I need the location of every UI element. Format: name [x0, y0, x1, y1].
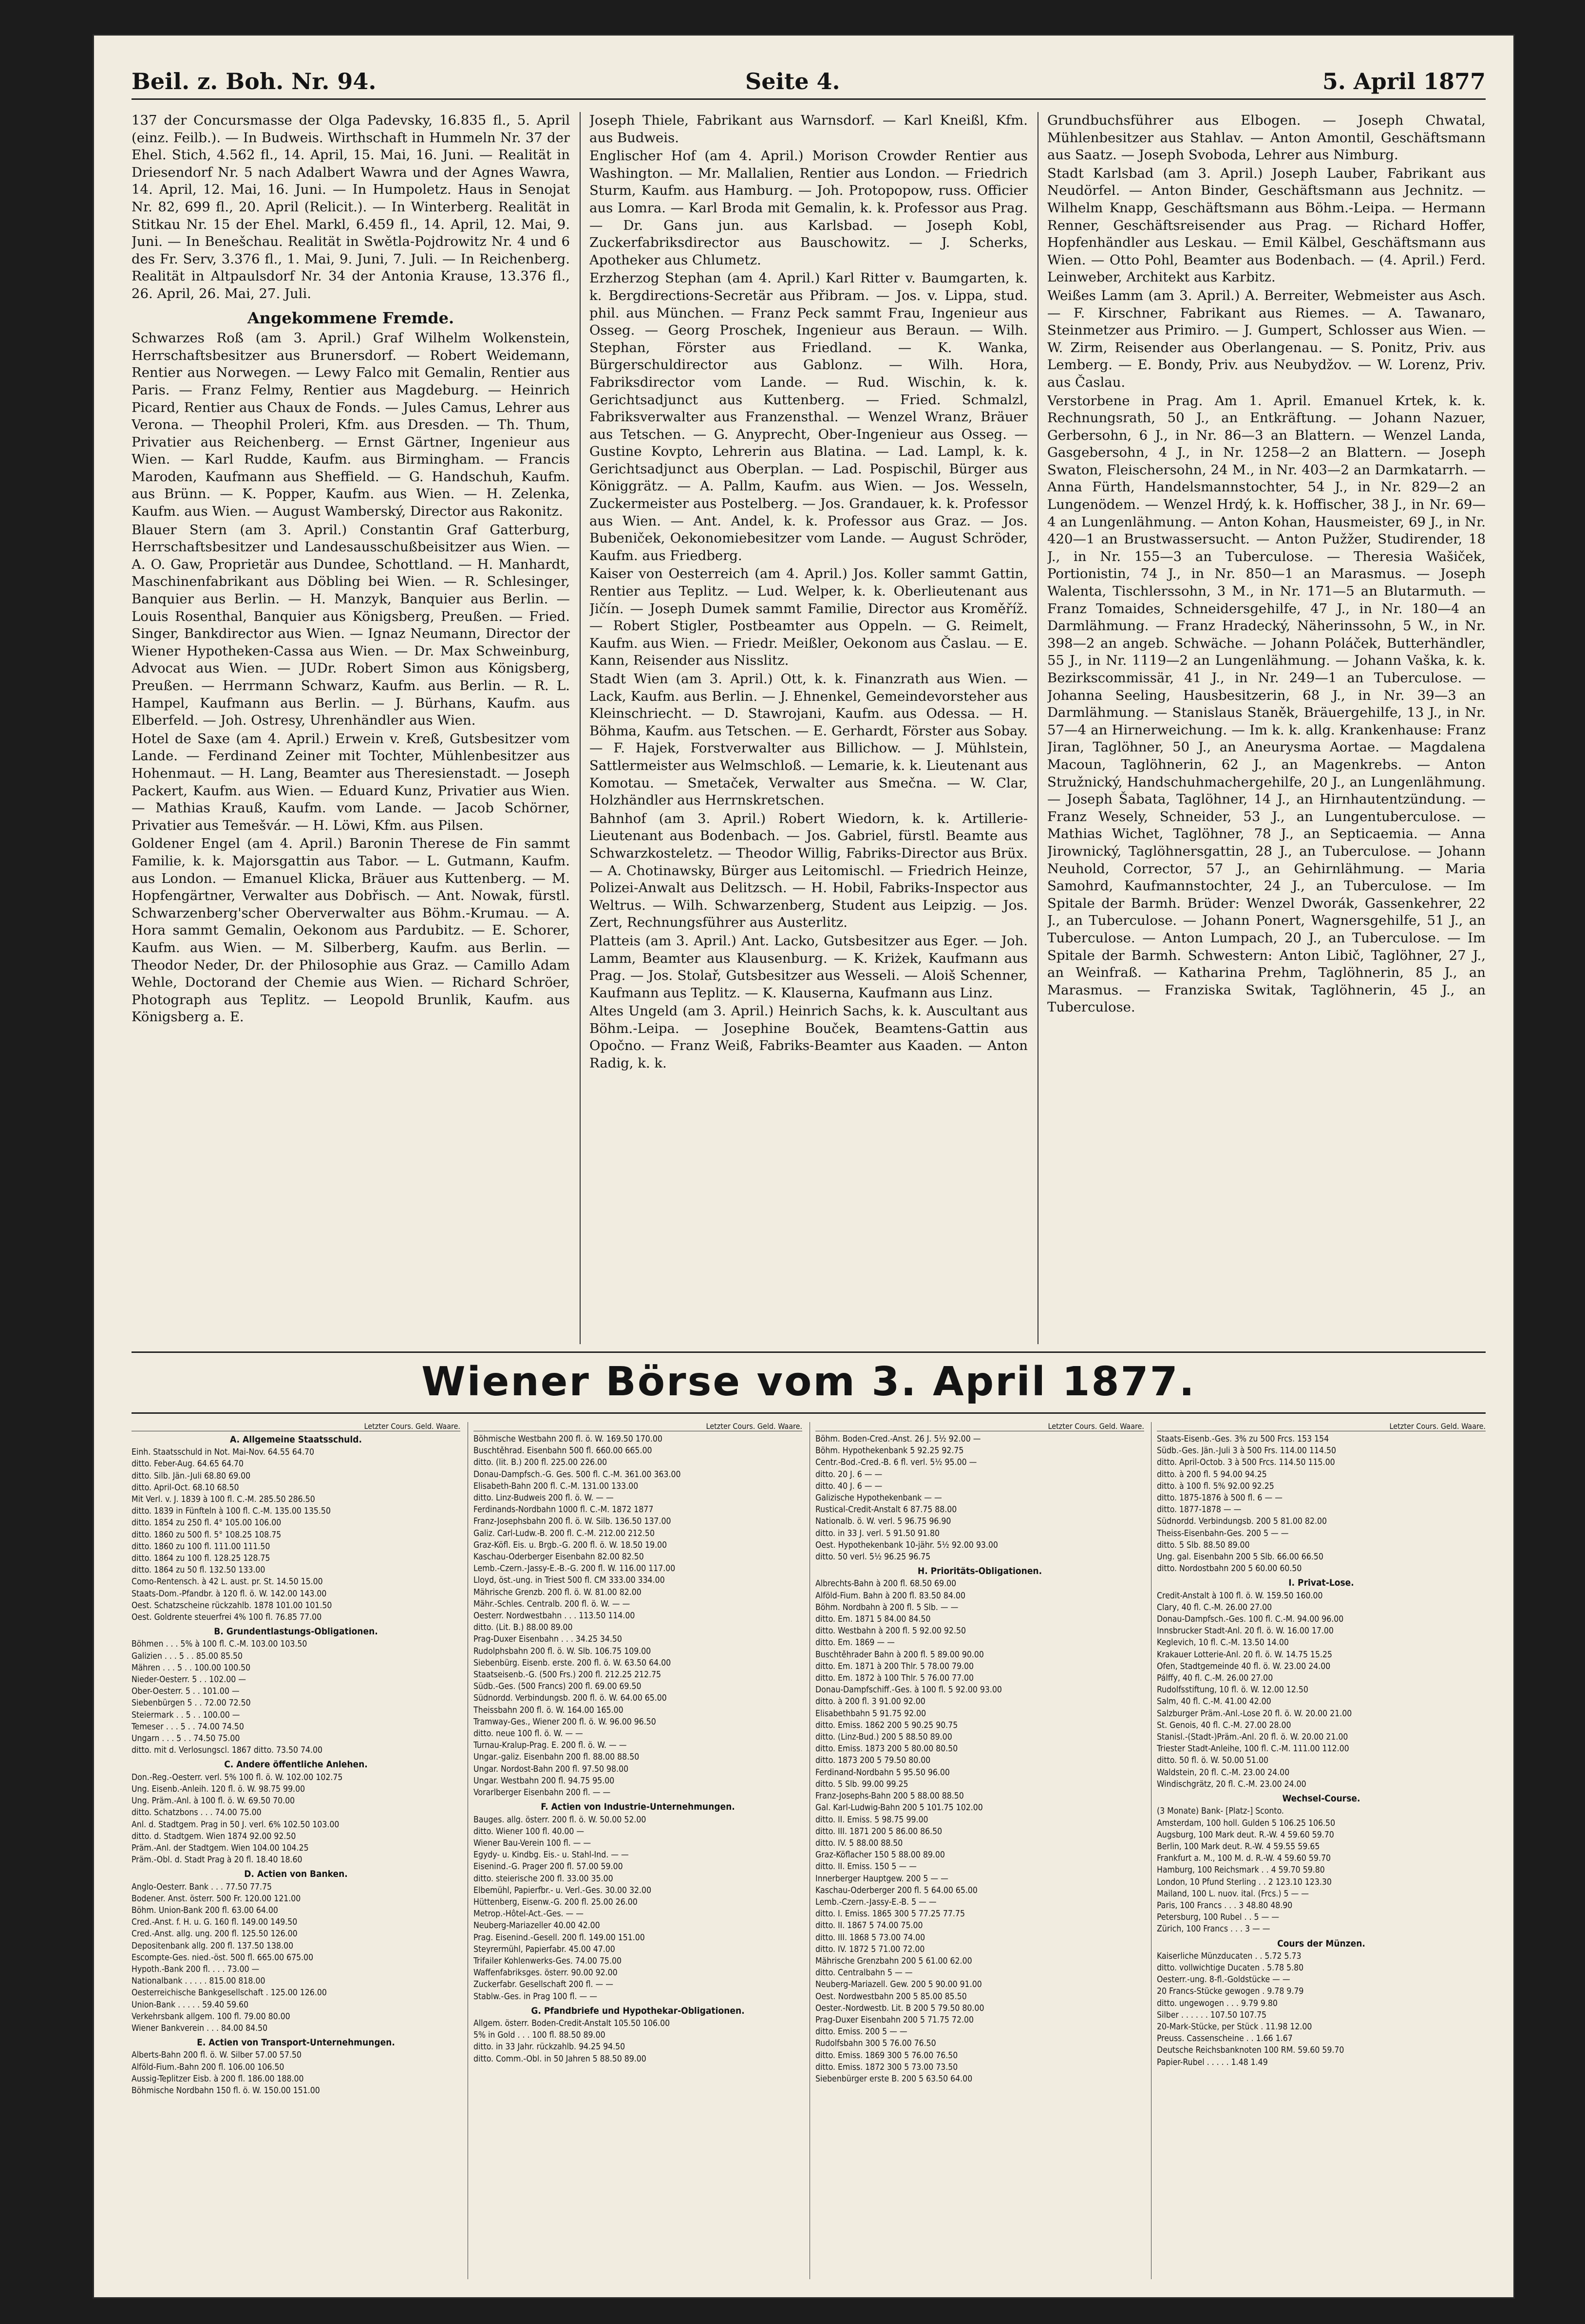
stock-row: Eisenind.-G. Prager 200 fl. 57.00 59.00 — [473, 1862, 623, 1872]
stock-row: Ungarn . . . 5 . . 74.50 75.00 — [132, 1734, 240, 1744]
stock-row: ditto. 50 fl. ö. W. 50.00 51.00 — [1157, 1756, 1268, 1766]
stock-row: ditto. vollwichtige Ducaten . 5.78 5.80 — [1157, 1963, 1304, 1973]
stock-row: Südb.-Ges. Jän.-Juli 3 à 500 Frs. 114.00 114.50 — [1157, 1446, 1336, 1456]
stock-row: Oest. Hypothekenbank 10-jähr. 5½ 92.00 93.00 — [815, 1540, 998, 1550]
stock-column-header: Letzter Cours. Geld. Waare. — [473, 1422, 802, 1431]
stock-row: Neuberg-Mariazeller 40.00 42.00 — [473, 1921, 600, 1931]
stock-column-4 — [1157, 1422, 1486, 2279]
hotel-entry: Blauer Stern (am 3. April.) Constantin Graf Gatterburg, Herrschaftsbesitzer und Landesausschußbeisitzer aus Wien. — A. O. Gaw, Proprietär aus Dundee, Schottland. — H. Manhardt, Maschinenfabrikant aus Döbling bei Wien. — R. Schlesinger, Banquier aus Berlin. — H. Manzyk, Banquier aus Berlin. — Louis Rosenthal, Banquier aus Königsberg, Preußen. — Fried. Singer, Bankdirector aus Wien. — Ignaz Neumann, Director der Wiener Hypotheken-Cassa aus Wien. — Dr. Max Schweinburg, Advocat aus Wien. — JUDr. Robert Simon aus Königsberg, Preußen. — Herrmann Schwarz, Kaufm. aus Berlin. — R. L. Hampel, Kaufmann aus Berlin. — J. Bürhans, Kaufm. aus Elberfeld. — Joh. Ostresy, Uhrenhändler aus Wien. — [132, 522, 570, 729]
stock-row: Clary, 40 fl. C.-M. 26.00 27.00 — [1157, 1602, 1272, 1612]
stock-row: Graz-Köflacher 150 5 88.00 89.00 — [815, 1850, 945, 1860]
stock-row: ditto. 1860 zu 100 fl. 111.00 111.50 — [132, 1541, 270, 1552]
stock-rows — [132, 1434, 460, 2097]
stock-row: 20 Francs-Stücke gewogen . 9.78 9.79 — [1157, 1987, 1304, 1997]
stock-row: Innerberger Hauptgew. 200 5 — — — [815, 1874, 948, 1884]
stock-column-3 — [815, 1422, 1144, 2279]
stock-row: Ung. gal. Eisenbahn 200 5 Slb. 66.00 66.50 — [1157, 1552, 1323, 1562]
stock-section-heading: H. Prioritäts-Obligationen. — [917, 1566, 1042, 1577]
stock-row: Neuberg-Mariazell. Gew. 200 5 90.00 91.00 — [815, 1980, 982, 1990]
stock-row: Mährische Grenzb. 200 fl. ö. W. 81.00 82.00 — [473, 1587, 642, 1597]
stock-row: ditto. April-Octob. 3 à 500 Frcs. 114.50 115.00 — [1157, 1458, 1335, 1468]
stock-row: ditto. 40 J. 6 — — — [815, 1481, 883, 1491]
stock-section-heading: G. Pfandbriefe und Hypothekar-Obligationen. — [531, 2005, 745, 2016]
stock-row: ditto. in 33 J. verl. 5 91.50 91.80 — [815, 1528, 940, 1538]
stock-row: Franz-Josephs-Bahn 200 5 88.00 88.50 — [815, 1791, 964, 1801]
stock-row: Südnordd. Verbindungsb. 200 5 81.00 82.00 — [1157, 1517, 1327, 1527]
stock-row: ditto. Silb. Jän.-Juli 68.80 69.00 — [132, 1471, 251, 1481]
stock-row: Böhm. Hypothekenbank 5 92.25 92.75 — [815, 1446, 964, 1456]
stock-row: ditto. II. Emiss. 150 5 — — — [815, 1862, 917, 1872]
stock-row: Cred.-Anst. f. H. u. G. 160 fl. 149.00 149.50 — [132, 1917, 298, 1928]
stock-row: ditto. 1864 zu 50 fl. 132.50 133.00 — [132, 1565, 265, 1575]
header-page-number: Seite 4. — [745, 68, 840, 94]
stock-row: ditto. Em. 1871 5 84.00 84.50 — [815, 1614, 931, 1625]
stock-row: Prag-Duxer Eisenbahn . . . 34.25 34.50 — [473, 1634, 622, 1645]
stock-row: Buschtěhrad. Eisenbahn 500 fl. 660.00 665.00 — [473, 1446, 652, 1456]
stock-row: Anl. d. Stadtgem. Prag in 50 J. verl. 6% 102.50 103.00 — [132, 1819, 340, 1830]
hotel-entry: Erzherzog Stephan (am 4. April.) Karl Ritter v. Baumgarten, k. k. Bergdirections-Secretär aus Přibram. — Jos. v. Lippa, stud. phil. aus München. — Franz Peck sammt Frau, Ingenieur aus Osseg. — Georg Proschek, Ingenieur aus Beraun. — Wilh. Stephan, Förster aus Friedland. — K. Wanka, Bürgerschuldirector aus Gablonz. — Wilh. Hora, Fabriksdirector vom Lande. — Rud. Wischin, k. k. Gerichtsadjunct aus Kuttenberg. — Fried. Schmalzl, Fabriksverwalter aus Franzensthal. — Wenzel Wranz, Bräuer aus Tetschen. — G. Anyprecht, Ober-Ingenieur aus Osseg. — Gustine Kovpto, Lehrerin aus Blatina. — Lad. Lampl, k. k. Gerichtsadjunct aus Oberplan. — Lad. Pospischil, Bürger aus Königgrätz. — A. Pallm, Kaufm. aus Wien. — Jos. Wesseln, Zuckermeister aus Postelberg. — Jos. Grandauer, k. k. Professor aus Wien. — Ant. Andel, k. k. Professor aus Graz. — Jos. Bubeniček, Oekonomiebesitzer vom Lande. — August Schröder, Kaufm. aus Friedberg. — [589, 270, 1028, 563]
text-columns — [132, 112, 1486, 1344]
stock-section-heading: B. Grundentlastungs-Obligationen. — [214, 1626, 378, 1637]
stock-row: Galiz. Carl-Ludw.-B. 200 fl. C.-M. 212.00 212.50 — [473, 1528, 655, 1538]
stock-row: (3 Monate) Bank- [Platz-] Sconto. — [1157, 1806, 1284, 1817]
stock-row: ditto. Em. 1872 à 100 Thlr. 5 76.00 77.00 — [815, 1673, 974, 1684]
stock-row: Galizien . . . 5 . . 85.00 85.50 — [132, 1651, 243, 1661]
stock-row: Wiener Bau-Verein 100 fl. — — — [473, 1838, 591, 1848]
stock-row: Oest. Schatzscheine rückzahlb. 1878 101.00 101.50 — [132, 1600, 332, 1611]
stock-row: ditto. Emiss. 200 5 — — — [815, 2027, 907, 2037]
stock-row: ditto. IV. 5 88.00 88.50 — [815, 1838, 903, 1848]
stock-row: Ung. Eisenb.-Anleih. 120 fl. ö. W. 98.75 99.00 — [132, 1784, 305, 1794]
column-3 — [1047, 112, 1486, 1344]
stock-row: ditto. 50 verl. 5½ 96.25 96.75 — [815, 1552, 931, 1562]
stock-section-heading: C. Andere öffentliche Anlehen. — [224, 1759, 368, 1770]
stock-row: Galizische Hypothekenbank — — — [815, 1493, 942, 1503]
stock-row: Egydy- u. Kindbg. Eis.- u. Stahl-Ind. — — — [473, 1850, 629, 1860]
stock-row: 5% in Gold . . . 100 fl. 88.50 89.00 — [473, 2030, 605, 2041]
stock-row: Mähren . . . 5 . . 100.00 100.50 — [132, 1663, 251, 1673]
stock-row: ditto. 1873 200 5 79.50 80.00 — [815, 1756, 931, 1766]
stock-row: ditto. Linz-Budweis 200 fl. ö. W. — — — [473, 1493, 614, 1503]
stock-row: Verkehrsbank allgem. 100 fl. 79.00 80.00 — [132, 2011, 290, 2022]
stock-row: Hamburg, 100 Reichsmark . . 4 59.70 59.80 — [1157, 1865, 1325, 1875]
stock-row: Deutsche Reichsbanknoten 100 RM. 59.60 59.70 — [1157, 2045, 1344, 2056]
hotel-entry: Englischer Hof (am 4. April.) Morison Crowder Rentier aus Washington. — Mr. Mallalien, Rentier aus London. — Friedrich Sturm, Kaufm. aus Hamburg. — Joh. Protopopow, russ. Officier aus Lomra. — Karl Broda mit Gemalin, k. k. Professor aus Prag. — Dr. Gans jun. aus Karlsbad. — Joseph Kobl, Zuckerfabriksdirector aus Bauschowitz. — J. Scherks, Apotheker aus Chlumetz. — [589, 148, 1028, 268]
stock-row: ditto. à 200 fl. 5 94.00 94.25 — [1157, 1469, 1267, 1480]
stock-row: 20-Mark-Stücke, per Stück . 11.98 12.00 — [1157, 2022, 1312, 2032]
stock-row: Oest. Goldrente steuerfrei 4% 100 fl. 76.85 77.00 — [132, 1612, 322, 1623]
stock-row: Zürich, 100 Francs . . . 3 — — — [1157, 1924, 1270, 1934]
stock-row: ditto. IV. 1872 5 71.00 72.00 — [815, 1944, 925, 1954]
stock-row: Credit-Anstalt à 100 fl. ö. W. 159.50 160.00 — [1157, 1591, 1323, 1601]
stock-row: ditto. April-Oct. 68.10 68.50 — [132, 1482, 239, 1493]
stock-row: Oest. Nordwestbahn 200 5 85.00 85.50 — [815, 1991, 967, 2002]
stock-row: Trifailer Kohlenwerks-Ges. 74.00 75.00 — [473, 1956, 622, 1966]
page-header — [132, 63, 1486, 97]
stock-column-header: Letzter Cours. Geld. Waare. — [132, 1422, 460, 1431]
stock-row: Donau-Dampfschiff.-Ges. à 100 fl. 5 92.00 93.00 — [815, 1685, 1002, 1695]
stock-row: Elisabeth-Bahn 200 fl. C.-M. 131.00 133.00 — [473, 1481, 639, 1491]
stock-row: Kaschau-Oderberger 200 fl. 5 64.00 65.00 — [815, 1885, 978, 1895]
stock-row: Theiss-Eisenbahn-Ges. 200 5 — — — [1157, 1528, 1289, 1538]
stock-row: ditto. 5 Slb. 99.00 99.25 — [815, 1779, 908, 1789]
page-content — [132, 63, 1486, 2284]
stock-row: Cred.-Anst. allg. ung. 200 fl. 125.50 126.00 — [132, 1929, 298, 1939]
stock-row: Donau-Dampfsch.-Ges. 100 fl. C.-M. 94.00 96.00 — [1157, 1614, 1344, 1625]
stock-row: ditto. ungewogen . . . 9.79 9.80 — [1157, 1998, 1278, 2008]
stock-row: Alföld-Fium.-Bahn 200 fl. 106.00 106.50 — [132, 2062, 284, 2072]
stock-row: ditto. in 33 Jahr. rückzahlb. 94.25 94.50 — [473, 2042, 625, 2052]
stock-row: ditto. I. Emiss. 1865 300 5 77.25 77.75 — [815, 1909, 965, 1919]
stock-row: ditto. Westbahn à 200 fl. 5 92.00 92.50 — [815, 1626, 966, 1636]
stock-row: Escompte-Ges. nied.-öst. 500 fl. 665.00 675.00 — [132, 1952, 314, 1963]
hotel-entry: Joseph Thiele, Fabrikant aus Warnsdorf. — Karl Kneißl, Kfm. aus Budweis. — [589, 112, 1028, 146]
header-issue: Beil. z. Boh. Nr. 94. — [132, 68, 377, 94]
stock-row: Pálffy, 40 fl. C.-M. 26.00 27.00 — [1157, 1673, 1273, 1684]
stock-row: ditto. Em. 1869 — — — [815, 1638, 895, 1648]
stock-row: Nationalbank . . . . . 815.00 818.00 — [132, 1976, 265, 1987]
stock-row: Prag. Eisenind.-Gesell. 200 fl. 149.00 151.00 — [473, 1932, 645, 1943]
deaths-notice: Verstorbene in Prag. Am 1. April. Emanuel Krtek, k. k. Rechnungsrath, 50 J., an Entkräftung. — Johann Nazuer, Gerbersohn, 6 J., in Nr. 86—3 an Blattern. — Wenzel Landa, Gasgebersohn, 4 J., in Nr. 1258—2 an Blattern. — Joseph Swaton, Fleischersohn, 24 M., in Nr. 403—2 an Darmkatarrh. — Anna Fürth, Handelsmannstochter, 54 J., in Nr. 829—2 an Lungenödem. — Wenzel Hrdý, k. k. Hoffischer, 38 J., in Nr. 69—4 an Lungenlähmung. — Anton Kohan, Hausmeister, 69 J., in Nr. 420—1 an Brustwassersucht. — Anton Pužžer, Studirender, 18 J., in Nr. 155—3 an Tuberculose. — Theresia Wašiček, Portionistin, 74 J., in Nr. 850—1 an Marasmus. — Joseph Walenta, Tischlerssohn, 3 M., in Nr. 171—5 an Blutarmuth. — Franz Tomaides, Schneidersgehilfe, 47 J., in Nr. 180—4 an Darmlähmung. — Franz Hradecký, Näherinssohn, 5 W., in Nr. 398—2 an angeb. Schwäche. — Johann Poláček, Butterhändler, 55 J., in Nr. 1119—2 an Lungenlähmung. — Johann Vaška, k. k. Bezirkscommissär, 41 J., in Nr. 249—1 an Tuberculose. — Johanna Seeling, Hausbesitzerin, 68 J., in Nr. 39—3 an Darmlähmung. — Stanislaus Staněk, Bräuergehilfe, 13 J., in Nr. 57—4 an Hirnerweichung. — Im k. k. allg. Krankenhause: Franz Jiran, Taglöhner, 50 J., an Aneurysma Aortae. — Magdalena Macoun, Taglöhnerin, 62 J., an Magenkrebs. — Anton Stružnický, Handschuhmachergehilfe, 20 J., an Lungenlähmung. — Joseph Šabata, Taglöhner, 14 J., an Hirnhautentzündung. — Franz Wesely, Schneider, 53 J., an Lungentuberculose. — Mathias Wichet, Taglöhner, 78 J., an Septicaemia. — Anna Jirownický, Taglöhnersgattin, 28 J., an Tuberculose. — Johann Neuhold, Corrector, 57 J., an Gehirnlähmung. — Maria Samohrd, Kaufmannstochter, 24 J., an Tuberculose. — Im Spitale der Barmh. Brüder: Wenzel Dworák, Gassenkehrer, 22 J., an Tuberculose. — Johann Ponert, Wagnersgehilfe, 51 J., an Tuberculose. — Anton Lumpach, 20 J., an Tuberculose. — Im Spitale der Barmh. Schwestern: Anton Libič, Taglöhner, 27 J., an Weinfraß. — Katharina Prehm, Taglöhnerin, 85 J., an Marasmus. — Franziska Switak, Taglöhnerin, 45 J., an Tuberculose. — [1047, 393, 1486, 1015]
stock-row: Ober-Oesterr. 5 . . 101.00 — — [132, 1687, 240, 1697]
stock-row: Lloyd, öst.-ung. in Triest 500 fl. CM 333.00 334.00 — [473, 1575, 665, 1586]
stock-row: Böhm. Nordbahn à 200 fl. 5 Slb. — — — [815, 1602, 959, 1612]
stock-row: Turnau-Kralup-Prag. E. 200 fl. ö. W. — — — [473, 1741, 627, 1751]
stock-row: Siebenbürgen 5 . . 72.00 72.50 — [132, 1698, 251, 1708]
stock-section-heading: I. Privat-Lose. — [1288, 1577, 1354, 1589]
hotel-entry: Stadt Karlsbad (am 3. April.) Joseph Lauber, Fabrikant aus Neudörfel. — Anton Binder, Geschäftsmann aus Jechnitz. — Wilhelm Knapp, Geschäftsmann aus Böhm.-Leipa. — Hermann Renner, Geschäftsreisender aus Prag. — Richard Hoffer, Hopfenhändler aus Leskau. — Emil Kälbel, Geschäftsmann aus Wien. — Otto Pohl, Beamter aus Bodenbach. — (4. April.) Ferd. Leinweber, Architekt aus Karbitz. — [1047, 165, 1486, 285]
stock-row: ditto. Wiener 100 fl. 40.00 — — [473, 1826, 585, 1837]
stock-row: ditto. 1839 in Fünfteln à 100 fl. C.-M. 135.00 135.50 — [132, 1506, 331, 1517]
stock-row: ditto. 1875-1876 à 500 fl. 6 — — — [1157, 1493, 1283, 1503]
stock-column-header: Letzter Cours. Geld. Waare. — [815, 1422, 1144, 1431]
stock-row: Böhm. Boden-Cred.-Anst. 26 J. 5½ 92.00 — — [815, 1434, 981, 1444]
stock-row: Ferdinand-Nordbahn 5 95.50 96.00 — [815, 1767, 950, 1778]
stock-row: Kaiserliche Münzducaten . . 5.72 5.73 — [1157, 1951, 1302, 1961]
header-rule — [132, 98, 1486, 100]
stock-row: Preuss. Cassenscheine . . 1.66 1.67 — [1157, 2034, 1293, 2044]
stock-row: Waldstein, 20 fl. C.-M. 23.00 24.00 — [1157, 1767, 1290, 1778]
stock-row: Hüttenberg, Eisenw.-G. 200 fl. 25.00 26.00 — [473, 1897, 638, 1907]
stock-row: ditto. (lit. B.) 200 fl. 225.00 226.00 — [473, 1458, 607, 1468]
stock-row: ditto. Emiss. 1873 200 5 80.00 80.50 — [815, 1744, 958, 1754]
stock-row: ditto. à 200 fl. 3 91.00 92.00 — [815, 1697, 925, 1707]
stock-row: Böhmische Nordbahn 150 fl. ö. W. 150.00 151.00 — [132, 2085, 320, 2096]
stock-row: Stanisl.-(Stadt-)Präm.-Anl. 20 fl. ö. W. 20.00 21.00 — [1157, 1732, 1348, 1743]
stock-row: Como-Rentensch. à 42 L. aust. pr. St. 14.50 15.00 — [132, 1577, 323, 1587]
stock-row: Oesterreichische Bankgesellschaft . 125.00 126.00 — [132, 1988, 327, 1998]
stock-section-heading: Cours der Münzen. — [1277, 1938, 1365, 1949]
stock-column-1 — [132, 1422, 460, 2279]
stock-section-heading: D. Actien von Banken. — [244, 1869, 348, 1880]
stock-row: Staats-Eisenb.-Ges. 3% zu 500 Frcs. 153 154 — [1157, 1434, 1329, 1444]
stock-row: Don.-Reg.-Oesterr. verl. 5% 100 fl. ö. W. 102.00 102.75 — [132, 1772, 343, 1782]
stock-row: Oester.-Nordwestb. Lit. B 200 5 79.50 80.00 — [815, 2003, 984, 2013]
auction-notices: 137 der Concursmasse der Olga Padevsky, 16.835 fl., 5. April (einz. Feilb.). — In Budweis. Wirthschaft in Hummeln Nr. 37 der Ehel. Stich, 4.562 fl., 14. April, 15. Mai, 16. Juni. — Realität in Driesendorf Nr. 5 nach Adalbert Wawra und der Agnes Wawra, 14. April, 12. Mai, 16. Juni. — In Humpoletz. Haus in Senojat Nr. 82, 699 fl., 20. April (Relicit.). — In Winterberg. Realität in Stitkau Nr. 15 der Ehel. Markl, 6.459 fl., 14. April, 12. Mai, 9. Juni. — In Benešchau. Realität in Swětla-Pojdrowitz Nr. 4 und 6 des Fr. Serv, 3.376 fl., 1. Mai, 9. Juni, 7. Juli. — In Reichenberg. Realität in Altpaulsdorf Nr. 34 der Antonia Krause, 13.376 fl., 26. April, 26. Mai, 27. Juli. — [132, 112, 570, 301]
stock-row: Salzburger Präm.-Anl.-Lose 20 fl. ö. W. 20.00 21.00 — [1157, 1708, 1352, 1719]
stock-row: Waffenfabriksges. österr. 90.00 92.00 — [473, 1968, 618, 1978]
stock-row: Lemb.-Czern.-Jassy-E.-B. 5 — — — [815, 1897, 937, 1907]
stock-row: Alföld-Fium. Bahn à 200 fl. 83.50 84.00 — [815, 1591, 965, 1601]
stock-row: ditto. II. Emiss. 5 98.75 99.00 — [815, 1815, 928, 1825]
stock-row: ditto. Emiss. 1862 200 5 90.25 90.75 — [815, 1720, 958, 1730]
stock-section-heading: Wechsel-Course. — [1282, 1793, 1360, 1804]
stock-row: Aussig-Teplitzer Eisb. à 200 fl. 186.00 188.00 — [132, 2074, 304, 2084]
stock-rows — [815, 1433, 1144, 2085]
hotel-entry: Altes Ungeld (am 3. April.) Heinrich Sachs, k. k. Auscultant aus Böhm.-Leipa. — Josephine Bouček, Beamtens-Gattin aus Opočno. — Franz Weiß, Fabriks-Beamter aus Kaaden. — Anton Radig, k. k. — [589, 1003, 1028, 1071]
stock-row: Böhmische Westbahn 200 fl. ö. W. 169.50 170.00 — [473, 1434, 662, 1444]
stock-row: Ferdinands-Nordbahn 1000 fl. C.-M. 1872 1877 — [473, 1505, 654, 1515]
stock-exchange-title: Wiener Börse vom 3. April 1877. — [421, 1359, 1196, 1405]
stock-row: Papier-Rubel . . . . . 1.48 1.49 — [1157, 2057, 1268, 2067]
stock-row: ditto. III. 1871 200 5 86.00 86.50 — [815, 1826, 943, 1837]
stock-row: Siebenbürg. Eisenb. erste. 200 fl. ö. W. 63.50 64.00 — [473, 1658, 671, 1668]
stock-row: ditto. mit d. Verlosungscl. 1867 ditto. 73.50 74.00 — [132, 1745, 323, 1756]
stock-row: Staats-Dom.-Pfandbr. à 120 fl. ö. W. 142.00 143.00 — [132, 1589, 327, 1599]
column-divider — [580, 112, 581, 1344]
stock-row: Rudolfsstiftung, 10 fl. ö. W. 12.00 12.50 — [1157, 1685, 1308, 1695]
stock-column-header: Letzter Cours. Geld. Waare. — [1157, 1422, 1486, 1431]
stock-row: Oesterr. Nordwestbahn . . . 113.50 114.00 — [473, 1611, 635, 1621]
stock-row: ditto. Emiss. 1869 300 5 76.00 76.50 — [815, 2050, 958, 2061]
stock-row: Einh. Staatsschuld in Not. Mai-Nov. 64.55 64.70 — [132, 1447, 314, 1458]
stock-row: ditto. Emiss. 1872 300 5 73.00 73.50 — [815, 2062, 958, 2072]
stock-row: ditto. (Lit. B.) 88.00 89.00 — [473, 1623, 573, 1633]
stock-row: Lemb.-Czern.-Jassy-E.-B.-G. 200 fl. W. 116.00 117.00 — [473, 1564, 676, 1574]
stock-row: ditto. III. 1868 5 73.00 74.00 — [815, 1932, 925, 1943]
stock-row: ditto. 1864 zu 100 fl. 128.25 128.75 — [132, 1554, 270, 1564]
stock-row: ditto. d. Stadtgem. Wien 1874 92.00 92.50 — [132, 1831, 296, 1841]
hotel-entry: Platteis (am 3. April.) Ant. Lacko, Gutsbesitzer aus Eger. — Joh. Lamm, Beamter aus Klausenburg. — K. Kriżek, Kaufmann aus Prag. — Jos. Stolař, Gutsbesitzer aus Wesseli. — Aloiš Schenner, Kaufmann aus Teplitz. — K. Klauserna, Kaufmann aus Linz. — [589, 933, 1028, 1001]
stock-row: Buschtěhrader Bahn à 200 fl. 5 89.00 90.00 — [815, 1649, 984, 1660]
stock-row: Stablw.-Ges. in Prag 100 fl. — — — [473, 1991, 597, 2002]
stock-row: Zuckerfabr. Gesellschaft 200 fl. — — — [473, 1980, 613, 1990]
stock-row: Mailand, 100 L. nuov. ital. (Frcs.) 5 — — — [1157, 1889, 1309, 1899]
stock-row: Graz-Köfl. Eis. u. Brgb.-G. 200 fl. ö. W. 18.50 19.00 — [473, 1540, 667, 1550]
stock-row: ditto. Feber-Aug. 64.65 64.70 — [132, 1459, 244, 1469]
hotel-entry: Stadt Wien (am 3. April.) Ott, k. k. Finanzrath aus Wien. — Lack, Kaufm. aus Berlin. — J. Ehnenkel, Gemeindevorsteher aus Kleinschriecht. — D. Stawrojani, Kaufm. aus Odessa. — H. Böhma, Kaufm. aus Tetschen. — E. Gerhardt, Förster aus Sobay. — F. Hajek, Forstverwalter aus Billichow. — J. Mühlstein, Sattlermeister aus Welmschloß. — Lemarie, k. k. Lieutenant aus Komotau. — Smetaček, Verwalter aus Smečna. — W. Clar, Holzhändler aus Herrnskretschen. — [589, 671, 1028, 808]
stock-exchange-table — [132, 1422, 1486, 2279]
stock-row: Innsbrucker Stadt-Anl. 20 fl. ö. W. 16.00 17.00 — [1157, 1626, 1334, 1636]
section-heading-arrivals: Angekommene Fremde. — [247, 308, 454, 327]
stock-row: Windischgrätz, 20 fl. C.-M. 23.00 24.00 — [1157, 1779, 1306, 1789]
stock-row: Temeser . . . 5 . . 74.00 74.50 — [132, 1722, 244, 1732]
stock-row: Frankfurt a. M., 100 M. d. R.-W. 4 59.60 59.70 — [1157, 1854, 1331, 1864]
stock-row: Steyrermühl, Papierfabr. 45.00 47.00 — [473, 1944, 615, 1954]
stock-row: Staatseisenb.-G. (500 Frs.) 200 fl. 212.25 212.75 — [473, 1670, 661, 1680]
stock-row: Bodener. Anst. österr. 500 Fr. 120.00 121.00 — [132, 1893, 301, 1904]
stock-row: ditto. Centralbahn 5 — — — [815, 1968, 913, 1978]
stock-row: ditto. Em. 1871 à 200 Thlr. 5 78.00 79.00 — [815, 1661, 974, 1671]
stock-section-heading: E. Actien von Transport-Unternehmungen. — [197, 2037, 395, 2048]
stock-row: Ungar.-galiz. Eisenbahn 200 fl. 88.00 88.50 — [473, 1752, 640, 1762]
stock-row: Ungar. Westbahn 200 fl. 94.75 95.00 — [473, 1776, 615, 1786]
stock-row: Rudolfsbahn 300 5 76.00 76.50 — [815, 2039, 936, 2049]
stock-row: Paris, 100 Francs . . . 3 48.80 48.90 — [1157, 1900, 1293, 1911]
stock-row: Gal. Karl-Ludwig-Bahn 200 5 101.75 102.00 — [815, 1803, 983, 1813]
stock-row: Metrop.-Hôtel-Act.-Ges. — — — [473, 1909, 584, 1919]
stock-row: Hypoth.-Bank 200 fl. . . . 73.00 — — [132, 1964, 260, 1974]
stock-row: Ofen, Stadtgemeinde 40 fl. ö. W. 23.00 24.00 — [1157, 1661, 1331, 1671]
stock-row: Berlin, 100 Mark deut. R.-W. 4 59.55 59.65 — [1157, 1841, 1320, 1852]
stock-row: Triester Stadt-Anleihe, 100 fl. C.-M. 111.00 112.00 — [1157, 1744, 1349, 1754]
section-rule — [132, 1412, 1486, 1414]
stock-row: ditto. 5 Slb. 88.50 89.00 — [1157, 1540, 1250, 1550]
hotel-entry: Bahnhof (am 3. April.) Robert Wiedorn, k. k. Artillerie-Lieutenant aus Bodenbach. — Jos. Gabriel, fürstl. Beamte aus Schwarzkosteletz. — Theodor Willig, Fabriks-Director aus Brüx. — A. Chotinawsky, Bürger aus Leitomischl. — Friedrich Heinze, Polizei-Anwalt aus Delitzsch. — H. Hobil, Fabriks-Inspector aus Weltrus. — Wilh. Schwarzenberg, Student aus Leipzig. — Jos. Zert, Rechnungsführer aus Austerlitz. — [589, 810, 1028, 931]
stock-row: Centr.-Bod.-Cred.-B. 6 fl. verl. 5½ 95.00 — — [815, 1458, 977, 1468]
stock-row: Elisabethbahn 5 91.75 92.00 — [815, 1708, 926, 1719]
newspaper-page — [93, 34, 1515, 2299]
stock-row: ditto. II. 1867 5 74.00 75.00 — [815, 1921, 923, 1931]
stock-row: Präm.-Anl. der Stadtgem. Wien 104.00 104.25 — [132, 1843, 309, 1853]
hotel-entry: Goldener Engel (am 4. April.) Baronin Therese de Fin sammt Familie, k. k. Majorsgattin aus Tabor. — L. Gutmann, Kaufm. aus London. — Emanuel Klicka, Bräuer aus Kuttenberg. — M. Hopfengärtner, Verwalter aus Dobřisch. — Ant. Nowak, fürstl. Schwarzenberg'scher Oberverwalter aus Böhm.-Krumau. — A. Hora sammt Gemalin, Oekonom aus Pardubitz. — E. Schorer, Kaufm. aus Wien. — M. Silberberg, Kaufm. aus Berlin. — Theodor Neder, Dr. der Philosophie aus Graz. — Camillo Adam Wehle, Doctorand der Chemie aus Wien. — Richard Schröer, Photograph aus Teplitz. — Leopold Brunlik, Kaufm. aus Königsberg a. E. — [132, 836, 570, 1025]
stock-row: Augsburg, 100 Mark deut. R.-W. 4 59.60 59.70 — [1157, 1830, 1334, 1840]
stock-row: Depositenbank allg. 200 fl. 137.50 138.00 — [132, 1941, 294, 1951]
stock-row: Union-Bank . . . . . 59.40 59.60 — [132, 2000, 249, 2010]
stock-row: ditto. steierische 200 fl. 33.00 35.00 — [473, 1874, 613, 1884]
column-1 — [132, 112, 570, 1344]
stock-row: Albrechts-Bahn à 200 fl. 68.50 69.00 — [815, 1579, 957, 1589]
stock-row: Donau-Dampfsch.-G. Ges. 500 fl. C.-M. 361.00 363.00 — [473, 1469, 681, 1480]
stock-row: St. Genois, 40 fl. C.-M. 27.00 28.00 — [1157, 1720, 1291, 1730]
hotel-entry: Hotel de Saxe (am 4. April.) Erwein v. Kreß, Gutsbesitzer vom Lande. — Ferdinand Zeiner mit Tochter, Mühlenbesitzer aus Hohenmaut. — H. Lang, Beamter aus Theresienstadt. — Joseph Packert, Kaufm. aus Wien. — Eduard Kunz, Privatier aus Wien. — Mathias Krauß, Kaufm. vom Lande. — Jacob Schörner, Privatier aus Temešvár. — H. Löwi, Kfm. aus Pilsen. — [132, 731, 570, 833]
stock-row: Nieder-Oesterr. 5 . . 102.00 — — [132, 1675, 246, 1685]
stock-row: Allgem. österr. Boden-Credit-Anstalt 105.50 106.00 — [473, 2018, 670, 2028]
stock-row: Ungar. Nordost-Bahn 200 fl. 97.50 98.00 — [473, 1764, 629, 1774]
header-date: 5. April 1877 — [1322, 68, 1486, 94]
stock-row: ditto. (Linz-Bud.) 200 5 88.50 89.00 — [815, 1732, 952, 1743]
stock-row: Alberts-Bahn 200 fl. ö. W. Silber 57.00 57.50 — [132, 2050, 302, 2061]
stock-row: Südnordd. Verbindungsb. 200 fl. ö. W. 64.00 65.00 — [473, 1693, 667, 1704]
stock-row: Präm.-Obl. d. Stadt Prag à 20 fl. 18.40 18.60 — [132, 1855, 302, 1865]
stock-section-heading: F. Actien von Industrie-Unternehmungen. — [541, 1801, 735, 1813]
stock-row: Mährische Grenzbahn 200 5 61.00 62.00 — [815, 1956, 972, 1966]
stock-row: Franz-Josephsbahn 200 fl. ö. W. Silb. 136.50 137.00 — [473, 1517, 671, 1527]
stock-row: Rudolphsbahn 200 fl. ö. W. Slb. 106.75 109.00 — [473, 1646, 651, 1656]
stock-row: Siebenbürger erste B. 200 5 63.50 64.00 — [815, 2074, 973, 2084]
hotel-entry: Grundbuchsführer aus Elbogen. — Joseph Chwatal, Mühlenbesitzer aus Stahlav. — Anton Amontil, Geschäftsmann aus Saatz. — Joseph Svoboda, Lehrer aus Nimburg. — [1047, 112, 1486, 163]
stock-row: ditto. 1854 zu 250 fl. 4° 105.00 106.00 — [132, 1518, 282, 1528]
stock-row: ditto. neue 100 fl. ö. W. — — — [473, 1729, 583, 1739]
stock-row: Vorarlberger Eisenbahn 200 fl. — — — [473, 1788, 611, 1798]
stock-row: ditto. Nordostbahn 200 5 60.00 60.50 — [1157, 1564, 1302, 1574]
column-2 — [589, 112, 1028, 1344]
stock-row: Nationalb. ö. W. verl. 5 96.75 96.90 — [815, 1517, 951, 1527]
stock-row: Krakauer Lotterie-Anl. 20 fl. ö. W. 14.75 15.25 — [1157, 1649, 1333, 1660]
stock-row: Oesterr.-ung. 8-fl.-Goldstücke — — — [1157, 1975, 1290, 1985]
stock-row: Südb.-Ges. (500 Francs) 200 fl. 69.00 69.50 — [473, 1682, 642, 1692]
stock-rows — [1157, 1433, 1486, 2068]
hotel-entry: Weißes Lamm (am 3. April.) A. Berreiter, Webmeister aus Asch. — F. Kirschner, Fabrikant aus Riemes. — A. Tawanaro, Steinmetzer aus Primiro. — J. Gumpert, Schlosser aus Wien. — W. Zirm, Reisender aus Oberlangenau. — S. Ponitz, Priv. aus Lemberg. — E. Bondy, Priv. aus Neubydžov. — W. Lorenz, Priv. aus Časlau. — [1047, 287, 1486, 390]
stock-row: Bauges. allg. österr. 200 fl. ö. W. 50.00 52.00 — [473, 1815, 646, 1825]
stock-row: Kaschau-Oderberger Eisenbahn 82.00 82.50 — [473, 1552, 644, 1562]
stock-row: Petersburg, 100 Rubel . . 5 — — — [1157, 1912, 1279, 1923]
stock-row: Amsterdam, 100 holl. Gulden 5 106.25 106.50 — [1157, 1818, 1336, 1828]
stock-row: ditto. 20 J. 6 — — — [815, 1469, 883, 1480]
hotel-entry: Schwarzes Roß (am 3. April.) Graf Wilhelm Wolkenstein, Herrschaftsbesitzer aus Brunersdorf. — Robert Weidemann, Rentier aus Norwegen. — Lewy Falco mit Gemalin, Rentier aus Paris. — Franz Felmy, Rentier aus Magdeburg. — Heinrich Picard, Rentier aus Chaux de Fonds. — Jules Camus, Lehrer aus Verona. — Theophil Proleri, Kfm. aus Dresden. — Th. Thum, Privatier aus Reichenberg. — Ernst Gärtner, Ingenieur aus Wien. — Karl Rudde, Kaufm. aus Birmingham. — Francis Maroden, Kaufmann aus Sheffield. — G. Handschuh, Kaufm. aus Brünn. — K. Popper, Kaufm. aus Wien. — H. Zelenka, Kaufm. aus Wien. — August Wamberský, Director aus Rakonitz. — [132, 330, 570, 520]
stock-column-2 — [473, 1422, 802, 2279]
stock-row: Rustical-Credit-Anstalt 6 87.75 88.00 — [815, 1505, 957, 1515]
stock-row: Silber . . . . . . 107.50 107.75 — [1157, 2010, 1267, 2020]
section-rule — [132, 1351, 1486, 1353]
stock-row: Salm, 40 fl. C.-M. 41.00 42.00 — [1157, 1697, 1271, 1707]
stock-row: London, 10 Pfund Sterling . . 2 123.10 123.30 — [1157, 1877, 1332, 1887]
stock-row: ditto. 1877-1878 — — — [1157, 1505, 1242, 1515]
stock-row: Böhm. Union-Bank 200 fl. 63.00 64.00 — [132, 1905, 278, 1915]
stock-section-heading: A. Allgemeine Staatsschuld. — [230, 1434, 362, 1445]
stock-row: Böhmen . . . 5% à 100 fl. C.-M. 103.00 103.50 — [132, 1639, 307, 1649]
stock-row: Wiener Bankverein . . . 84.00 84.50 — [132, 2023, 268, 2033]
stock-row: Elbemühl, Papierfbr.- u. Verl.-Ges. 30.00 32.00 — [473, 1885, 652, 1895]
stock-row: Anglo-Oesterr. Bank . . . 77.50 77.75 — [132, 1882, 272, 1892]
hotel-entry: Kaiser von Oesterreich (am 4. April.) Jos. Koller sammt Gattin, Rentier aus Teplitz. — Lud. Welper, k. k. Oberlieutenant aus Jičín. — Joseph Dumek sammt Familie, Director aus Kroměříž. — Robert Stigler, Postbeamter aus Oppeln. — G. Reimelt, Kaufm. aus Wien. — Friedr. Meißler, Oekonom aus Časlau. — E. Kann, Reisender aus Nisslitz. — [589, 566, 1028, 669]
stock-row: Keglevich, 10 fl. C.-M. 13.50 14.00 — [1157, 1638, 1289, 1648]
stock-row: ditto. Schatzbons . . . 74.00 75.00 — [132, 1808, 262, 1818]
stock-row: Prag-Duxer Eisenbahn 200 5 71.75 72.00 — [815, 2015, 974, 2025]
stock-row: Ung. Präm.-Anl. à 100 fl. ö. W. 69.50 70.00 — [132, 1796, 295, 1806]
stock-row: ditto. à 100 fl. 5% 92.00 92.25 — [1157, 1481, 1274, 1491]
stock-row: Theissbahn 200 fl. ö. W. 164.00 165.00 — [473, 1705, 623, 1715]
stock-row: ditto. Comm.-Obl. in 50 Jahren 5 88.50 89.00 — [473, 2054, 646, 2064]
stock-row: Mit Verl. v. J. 1839 à 100 fl. C.-M. 285.50 286.50 — [132, 1495, 315, 1505]
stock-row: Steiermark . . 5 . . 100.00 — — [132, 1710, 240, 1720]
stock-row: ditto. 1860 zu 500 fl. 5° 108.25 108.75 — [132, 1530, 282, 1540]
stock-row: Mähr.-Schles. Centralb. 200 fl. ö. W. — — — [473, 1599, 630, 1609]
stock-row: Tramway-Ges., Wiener 200 fl. ö. W. 96.00 96.50 — [473, 1717, 656, 1727]
stock-rows — [473, 1433, 802, 2065]
